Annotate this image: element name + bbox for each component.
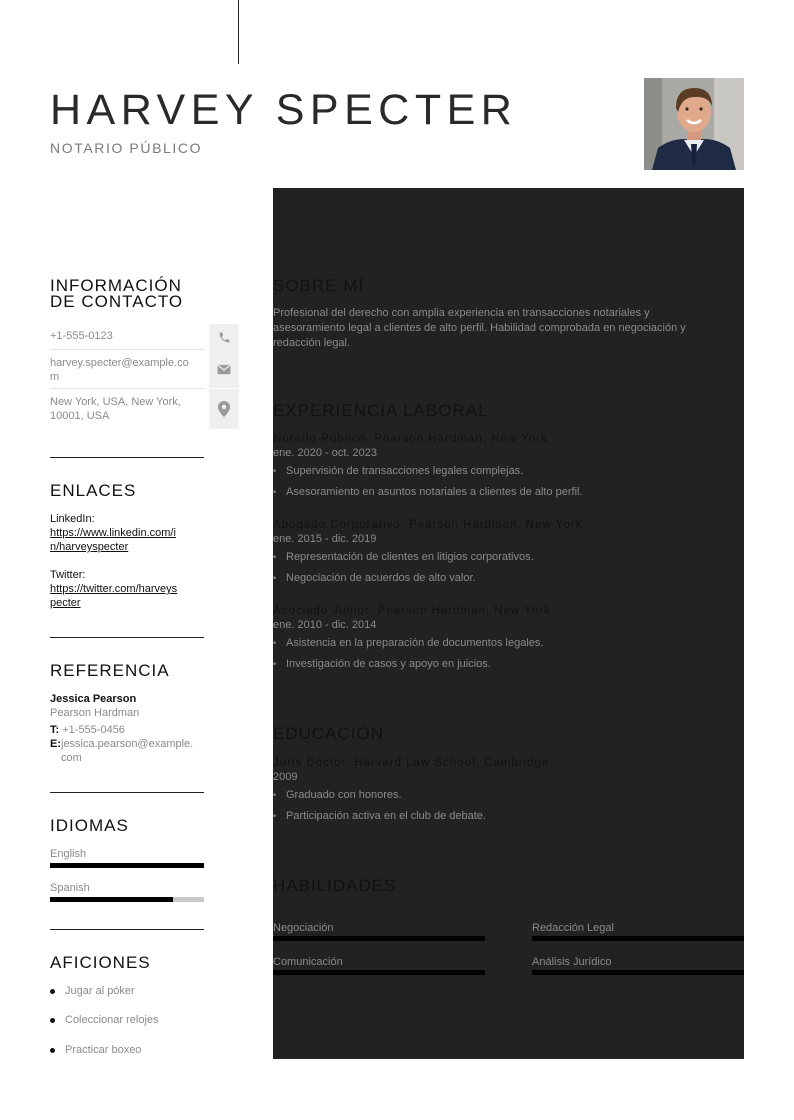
contact-separator bbox=[50, 388, 204, 389]
skill-level-bar bbox=[532, 936, 744, 941]
top-divider bbox=[238, 0, 239, 64]
section-divider bbox=[273, 852, 744, 853]
skill-item bbox=[273, 921, 485, 941]
education-bullet: • Participación activa en el club de debate. bbox=[273, 809, 744, 823]
reference-phone-value: +1-555-0456 bbox=[62, 724, 125, 736]
reference-email-key: E: bbox=[50, 738, 61, 750]
link-label: LinkedIn: bbox=[50, 513, 95, 525]
job-bullet: • Negociación de acuerdos de alto valor. bbox=[273, 571, 744, 585]
education-degree: Juris Doctor, Harvard Law School, Cambridge bbox=[273, 757, 550, 769]
skill-name: Negociación bbox=[273, 922, 334, 934]
language-name: Spanish bbox=[50, 882, 90, 894]
skill-name: Análisis Jurídico bbox=[532, 956, 612, 968]
language-english bbox=[50, 847, 204, 868]
reference-phone bbox=[50, 723, 204, 737]
job-title: Asociado Junior, Pearson Hardman, New York bbox=[273, 605, 551, 617]
section-divider bbox=[273, 377, 744, 378]
section-divider bbox=[50, 929, 204, 930]
profile-photo bbox=[644, 78, 744, 170]
reference-email-value[interactable]: jessica.pearson@example. bbox=[61, 738, 194, 750]
section-divider bbox=[50, 457, 204, 458]
reference-block bbox=[50, 692, 204, 765]
job-date: ene. 2020 - oct. 2023 bbox=[273, 447, 377, 459]
contact-email-line2: m bbox=[50, 371, 60, 383]
link-twitter bbox=[50, 568, 204, 610]
link-url[interactable]: https://twitter.com/harveys bbox=[50, 583, 178, 595]
reference-email-value-line2: com bbox=[61, 752, 82, 764]
job-bullet: • Investigación de casos y apoyo en juicios. bbox=[273, 657, 744, 671]
skill-level-fill bbox=[273, 936, 485, 941]
reference-title: REFERENCIA bbox=[50, 661, 170, 680]
skill-level-fill bbox=[273, 970, 485, 975]
contact-address-line2: 10001, USA bbox=[50, 410, 110, 422]
language-level-fill bbox=[50, 897, 173, 902]
link-url[interactable]: n/harveyspecter bbox=[50, 541, 129, 553]
job-bullet: • Supervisión de transacciones legales complejas. bbox=[273, 464, 744, 478]
contact-address-line1: New York, USA, New York, bbox=[50, 396, 181, 408]
reference-company: Pearson Hardman bbox=[50, 707, 140, 719]
job-date: ene. 2010 - dic. 2014 bbox=[273, 619, 377, 631]
contact-separator bbox=[50, 349, 204, 350]
hobby-item: Coleccionar relojes bbox=[50, 1013, 159, 1027]
section-divider bbox=[273, 700, 744, 701]
education-entry bbox=[273, 756, 744, 823]
language-level-bar bbox=[50, 863, 204, 868]
skill-item bbox=[273, 955, 485, 975]
job-entry bbox=[273, 432, 744, 499]
reference-name: Jessica Pearson bbox=[50, 693, 137, 705]
section-divider bbox=[50, 637, 204, 638]
about-text-line: Profesional del derecho con amplia experiencia en transacciones notariales y bbox=[273, 307, 650, 319]
hobby-item: Practicar boxeo bbox=[50, 1043, 141, 1057]
skill-item bbox=[532, 921, 744, 941]
contact-title-line2: DE CONTACTO bbox=[50, 292, 184, 311]
job-entry bbox=[273, 518, 744, 585]
candidate-title: NOTARIO PÚBLICO bbox=[50, 140, 203, 156]
about-text bbox=[273, 306, 744, 351]
candidate-name: HARVEY SPECTER bbox=[50, 86, 518, 134]
location-pin-icon bbox=[209, 389, 239, 429]
languages-title: IDIOMAS bbox=[50, 816, 129, 835]
skill-level-fill bbox=[532, 936, 744, 941]
language-level-bar bbox=[50, 897, 204, 902]
about-text-line: redacción legal. bbox=[273, 337, 351, 349]
skills-title: HABILIDADES bbox=[273, 876, 397, 895]
reference-email bbox=[50, 737, 204, 751]
envelope-icon bbox=[209, 350, 239, 388]
skill-level-bar bbox=[273, 970, 485, 975]
job-entry bbox=[273, 604, 744, 671]
language-name: English bbox=[50, 848, 87, 860]
language-spanish bbox=[50, 881, 204, 902]
link-linkedin bbox=[50, 512, 204, 554]
hobby-item: Jugar al póker bbox=[50, 984, 135, 998]
section-divider bbox=[273, 251, 744, 252]
skill-name: Redacción Legal bbox=[532, 922, 614, 934]
education-bullet: • Graduado con honores. bbox=[273, 788, 744, 802]
about-title: SOBRE MÍ bbox=[273, 276, 365, 295]
contact-email[interactable] bbox=[50, 356, 204, 384]
link-label: Twitter: bbox=[50, 569, 86, 581]
skill-level-fill bbox=[532, 970, 744, 975]
education-title: EDUCACIÓN bbox=[273, 724, 385, 743]
job-title: Notario Público, Pearson Hardman, New York bbox=[273, 433, 548, 445]
reference-phone-key: T: bbox=[50, 724, 60, 736]
about-text-line: asesoramiento legal a clientes de alto perfil. Habilidad comprobada en negociación y bbox=[273, 322, 686, 334]
skill-level-bar bbox=[532, 970, 744, 975]
skill-name: Comunicación bbox=[273, 956, 343, 968]
job-bullet: • Asesoramiento en asuntos notariales a clientes de alto perfil. bbox=[273, 485, 744, 499]
job-bullet: • Asistencia en la preparación de documentos legales. bbox=[273, 636, 744, 650]
skill-item bbox=[532, 955, 744, 975]
job-bullet: • Representación de clientes en litigios corporativos. bbox=[273, 550, 744, 564]
language-level-fill bbox=[50, 863, 204, 868]
hobbies-title: AFICIONES bbox=[50, 953, 151, 972]
links-title: ENLACES bbox=[50, 481, 137, 500]
job-date: ene. 2015 - dic. 2019 bbox=[273, 533, 377, 545]
job-title: Abogado Corporativo, Pearson Hardman, New York bbox=[273, 519, 583, 531]
skill-level-bar bbox=[273, 936, 485, 941]
experience-title: EXPERIENCIA LABORAL bbox=[273, 401, 489, 420]
contact-title-line1: INFORMACIÓN bbox=[50, 276, 182, 295]
link-url[interactable]: https://www.linkedin.com/i bbox=[50, 527, 176, 539]
contact-email-line1: harvey.specter@example.co bbox=[50, 357, 189, 369]
link-url[interactable]: pecter bbox=[50, 597, 81, 609]
education-year: 2009 bbox=[273, 771, 298, 783]
contact-phone[interactable]: +1-555-0123 bbox=[50, 330, 113, 342]
phone-icon bbox=[209, 324, 239, 350]
contact-address bbox=[50, 395, 204, 423]
section-divider bbox=[50, 792, 204, 793]
